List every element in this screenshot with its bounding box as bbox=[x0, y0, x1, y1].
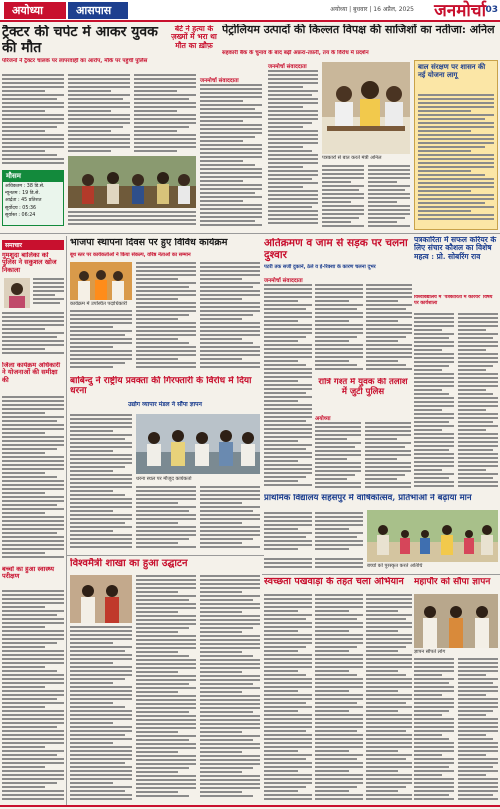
weather-sunset: सूर्यास्त : 06:24 bbox=[5, 212, 36, 218]
divider bbox=[66, 236, 67, 806]
top-right-photo bbox=[322, 62, 410, 154]
top-right-headline: पेट्रोलियम उत्पादों की किल्लत विपक्ष की साजिशों का नतीजा: अनिल bbox=[222, 24, 495, 36]
arrest-subhead: उद्योग व्यापार मंडल ने सौंपा ज्ञापन bbox=[128, 401, 202, 408]
bottom-3-photo bbox=[414, 594, 498, 648]
school-photo bbox=[367, 510, 498, 562]
bottom-3-caption: ज्ञापन सौंपते लोग bbox=[414, 649, 446, 655]
mid-block-subhead: बूथ स्तर पर कार्यकर्ताओं ने किया संकल्प, वरिष्ठ नेताओं का सम्मान bbox=[70, 252, 191, 258]
top-right-caption: पत्रकारों से बात करते मंत्री अनिल bbox=[322, 155, 382, 161]
top-right-byline: जनमोर्चा संवाददाता bbox=[268, 64, 307, 70]
mid-block-text-col-3 bbox=[200, 262, 260, 372]
bottom-3-text-col-2 bbox=[458, 658, 498, 802]
divider bbox=[0, 233, 500, 234]
lead-text-col-2 bbox=[68, 74, 130, 154]
mid-block-caption: कार्यक्रम में उपस्थित पदाधिकारी bbox=[70, 301, 128, 307]
weather-title: मौसम bbox=[3, 171, 63, 182]
enc-text-col-1 bbox=[264, 284, 312, 492]
right-sidebar-headline: बाल संरक्षण पर शासन की नई योजना लागू bbox=[418, 62, 486, 79]
page-header bbox=[0, 0, 500, 22]
section-tab-aaspaas: आसपास bbox=[68, 2, 128, 19]
school-text-col-4 bbox=[315, 558, 363, 572]
top-right-subhead: सहकारी बैंक के चुनाव के बाद बढ़ी अफ़रा-तफ़री, तय के विरोध में प्रदर्शन bbox=[222, 50, 369, 56]
right-sidebar-text bbox=[418, 94, 494, 226]
bottom-1-text-col-1 bbox=[70, 626, 132, 802]
journo-subhead: विश्वविद्यालय में 'पत्रकारिता में करियर' विषय पर कार्यशाला bbox=[414, 295, 493, 306]
right-sidebar-box bbox=[414, 60, 498, 230]
left-col-portrait bbox=[4, 278, 30, 308]
weather-box bbox=[2, 170, 64, 226]
mid-block-text-col-1 bbox=[136, 262, 196, 372]
bottom-1-text-col-3 bbox=[200, 575, 260, 802]
weather-max: अधिकतम : 38 डि.से. bbox=[5, 184, 45, 189]
lead-photo-crowd bbox=[68, 156, 196, 208]
left-col-headline-1: गुमशुदा बालिका को पुलिस ने सकुशल खोज निकाला bbox=[2, 252, 57, 274]
journo-headline: पत्रकारिता में सफल करियर के लिए संचार कौशल का विशेष महत्व : प्रो. सोबरिंग राव bbox=[414, 236, 497, 261]
arrest-photo bbox=[136, 414, 260, 474]
sp-byline: अयोध्या bbox=[315, 416, 331, 422]
weather-min: न्यूनतम : 19 डि.से. bbox=[5, 191, 40, 197]
divider bbox=[262, 574, 500, 575]
bottom-3-headline: महापौर को सौंपा ज्ञापन bbox=[414, 577, 491, 587]
sp-text-col-1 bbox=[315, 422, 361, 492]
top-right-text-col-2 bbox=[322, 165, 364, 230]
bottom-1-headline: विश्वमैत्री शाखा का हुआ उद्घाटन bbox=[70, 558, 188, 569]
left-col-headline-2: जिला कार्यक्रम अधिकारी ने योजनाओं की समीक्षा की bbox=[2, 362, 61, 384]
sp-headline: रात्रि गश्त में युवक की तलाश में जुटी पुलिस bbox=[318, 378, 408, 397]
school-text-col-3 bbox=[264, 558, 312, 572]
bottom-3-text-col-1 bbox=[414, 658, 454, 802]
school-text-col-2 bbox=[315, 512, 363, 555]
arrest-text-col-1 bbox=[70, 414, 132, 552]
left-col-text-3 bbox=[2, 396, 64, 564]
arrest-headline: बाबिन्दु ने राष्ट्रीय प्रवक्ता की गिरफ्तारी के विरोध में दिया धरना bbox=[70, 376, 252, 397]
arrest-caption: धरना स्थल पर मौजूद कार्यकर्ता bbox=[136, 476, 192, 482]
top-right-text-col-1 bbox=[268, 70, 318, 230]
bottom-2-text-col-1 bbox=[264, 594, 312, 802]
lead-text-col-3 bbox=[134, 74, 196, 154]
left-col-headline-3: बच्चों का हुआ स्वास्थ्य परीक्षण bbox=[2, 566, 55, 581]
weather-humidity: आर्द्रता : 45 प्रतिशत bbox=[5, 198, 42, 204]
lead-text-bottom bbox=[68, 211, 196, 231]
lead-text-col-1 bbox=[2, 74, 64, 166]
masthead-logo: जनमोर्चा bbox=[434, 1, 486, 21]
enc-text-col-3 bbox=[366, 284, 412, 374]
left-col-text-1 bbox=[33, 278, 64, 308]
section-tab-ayodhya: अयोध्या bbox=[4, 2, 66, 19]
enc-byline: जनमोर्चा संवाददाता bbox=[264, 278, 303, 284]
top-mid-byline: जनमोर्चा संवाददाता bbox=[200, 78, 239, 84]
lead-subhead: परिजनों ने ट्रैक्टर चालक पर लापरवाही का आरोप, मौके पर पहुंची पुलिस bbox=[2, 58, 148, 64]
issue-date: अयोध्या | बुधवार | 16 अप्रैल, 2025 bbox=[330, 6, 414, 13]
school-text-col-1 bbox=[264, 512, 312, 555]
enc-subhead: पटरी तक सजी दुकानें, ठेले व ई-रिक्शा के कारण चलना दूभर bbox=[264, 264, 376, 270]
enc-text-col-2 bbox=[315, 284, 363, 374]
left-col-text-4 bbox=[2, 590, 64, 802]
mid-block-photo bbox=[70, 262, 132, 300]
bottom-2-text-col-3 bbox=[366, 594, 412, 802]
school-headline: प्राथमिक विद्यालय सहसपुर में वार्षिकोत्सव, प्रतिभाओं ने बढ़ाया मान bbox=[264, 494, 472, 503]
school-caption: बच्चों को पुरस्कृत करते अतिथि bbox=[367, 563, 423, 569]
top-mid-headline: बेटे ने हत्या के ज़ख्मों में भरा था मौत का ख़ौफ़ bbox=[171, 25, 217, 50]
weather-sunrise: सूर्योदय : 05:36 bbox=[5, 205, 37, 211]
mid-block-headline: भाजपा स्थापना दिवस पर हुए विविध कार्यक्रम bbox=[70, 238, 228, 248]
mid-block-text-col-2 bbox=[70, 310, 132, 372]
bottom-2-text-col-2 bbox=[315, 594, 363, 802]
journo-text-col-1 bbox=[414, 313, 454, 491]
page-number: 03 bbox=[485, 5, 498, 15]
bottom-1-text-col-2 bbox=[136, 575, 196, 802]
arrest-text-col-3 bbox=[200, 486, 260, 552]
footer-rule bbox=[0, 805, 500, 807]
bottom-1-photo bbox=[70, 575, 132, 623]
divider bbox=[66, 555, 264, 556]
top-mid-text bbox=[200, 84, 262, 230]
journo-text-col-2 bbox=[458, 313, 498, 491]
enc-headline: अतिक्रमण व जाम से सड़क पर चलना दुश्वार bbox=[264, 238, 408, 261]
left-col-text-2 bbox=[2, 312, 64, 360]
bottom-2-headline: स्वच्छता पखवाड़ा के तहत चला अभियान bbox=[264, 577, 404, 587]
arrest-text-col-2 bbox=[136, 486, 196, 552]
sp-text-col-2 bbox=[365, 422, 411, 492]
left-col-label: समाचार bbox=[2, 240, 64, 250]
lead-headline: ट्रैक्टर की चपेट में आकर युवक की मौत bbox=[2, 25, 158, 56]
top-right-text-col-3 bbox=[368, 165, 410, 230]
